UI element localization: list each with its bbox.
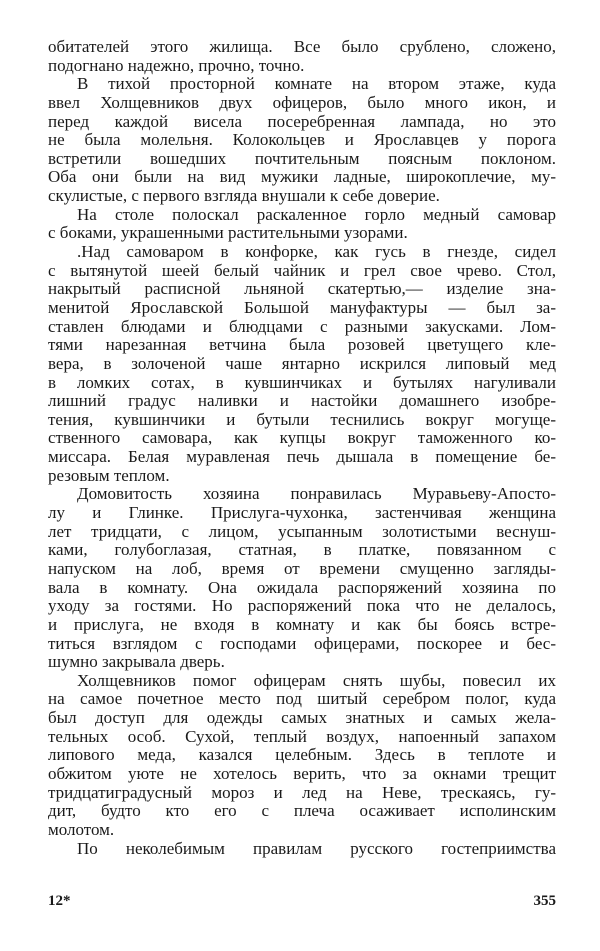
text-line: был доступ для одежды самых знатных и самых жела-	[48, 708, 556, 728]
text-line: накрытый расписной льняной скатертью,— изделие зна-	[48, 279, 556, 299]
text-line: встретили вошедших почтительным поясным поклоном.	[48, 148, 556, 168]
text-line: обжитом уюте не хотелось верить, что за окнами трещит	[48, 763, 556, 783]
text-line: вера, в золоченой чаше янтарно искрился липовый мед	[48, 353, 556, 373]
book-page-text	[48, 38, 556, 858]
text-line: тридцатиградусный мороз и лед на Неве, трескаясь, гу-	[48, 782, 556, 802]
text-line: ввел Холщевников двух офицеров, было много икон, и	[48, 92, 556, 112]
page-number: 355	[533, 893, 556, 909]
paragraph	[48, 840, 556, 859]
text-line: дит, будто кто его с плеча осаживает исполинским	[48, 801, 556, 821]
text-line: Оба они были на вид мужики ладные, широкоплечие, му-	[48, 167, 556, 187]
text-line: миссара. Белая муравленая печь дышала в помещение бе-	[48, 447, 556, 467]
text-line: молотом.	[48, 819, 115, 839]
text-line: шумно закрывала дверь.	[48, 652, 225, 672]
text-line: менитой Ярославской Большой мануфактуры — был за-	[48, 297, 556, 317]
paragraph	[48, 206, 556, 243]
paragraph	[48, 485, 556, 671]
text-line: тями нарезанная ветчина была розовей цветущего кле-	[48, 335, 556, 355]
text-line: ками, голубоглазая, статная, в платке, повязанном с	[48, 540, 556, 560]
text-line: не была молельня. Колокольцев и Ярославцев у порога	[48, 130, 556, 150]
text-line: ственного самовара, как купцы вокруг таможенного ко-	[48, 428, 556, 448]
text-line: резовым теплом.	[48, 465, 170, 485]
text-line: на самое почетное место под шитый серебром полог, куда	[48, 689, 556, 709]
text-line: .Над самоваром в конфорке, как гусь в гнезде, сидел	[77, 242, 556, 262]
paragraph	[48, 75, 556, 205]
text-line: перед каждой висела посеребренная лампада, но это	[48, 111, 556, 131]
text-line: Холщевников помог офицерам снять шубы, повесил их	[77, 670, 556, 690]
text-line: липового меда, казался целебным. Здесь в теплоте и	[48, 745, 556, 765]
text-line: Домовитость хозяина понравилась Муравьеву-Апосто-	[77, 484, 556, 504]
text-line: скулистые, с первого взгляда внушали к себе доверие.	[48, 186, 440, 206]
text-line: тения, кувшинчики и бутыли теснились вокруг могуще-	[48, 409, 556, 429]
text-line: уходу за гостями. Но распоряжений пока что не делалось,	[48, 596, 556, 616]
text-line: напуском на лоб, время от времени смущенно загляды-	[48, 558, 556, 578]
text-line: На столе полоскал раскаленное горло медный самовар	[77, 204, 556, 224]
text-line: с вытянутой шеей белый чайник и грел свое чрево. Стол,	[48, 260, 556, 280]
text-line: в ломких сотах, в кувшинчиках и бутылях нагуливали	[48, 372, 556, 392]
text-line: лишний градус наливки и настойки домашнего изобре-	[48, 391, 556, 411]
text-line: ставлен блюдами и блюдцами с разными закусками. Лом-	[48, 316, 556, 336]
text-line: титься взглядом с господами офицерами, поскорее и бес-	[48, 633, 556, 653]
text-line: тельных особ. Сухой, теплый воздух, напоенный запахом	[48, 726, 556, 746]
text-line: подогнано надежно, прочно, точно.	[48, 55, 305, 75]
text-line: вала в комнату. Она ожидала распоряжений хозяина по	[48, 577, 556, 597]
text-line: В тихой просторной комнате на втором этаже, куда	[77, 74, 556, 94]
text-line: обитателей этого жилища. Все было срублено, сложено,	[48, 37, 556, 56]
paragraph	[48, 243, 556, 485]
printer-signature-mark: 12*	[48, 893, 71, 909]
text-line: лет тридцати, с лицом, усыпанным золотистыми веснуш-	[48, 521, 556, 541]
text-line: По неколебимым правилам русского гостеприимства	[77, 838, 556, 858]
text-line: и прислуга, не входя в комнату и как бы боясь встре-	[48, 614, 556, 634]
text-line: лу и Глинке. Прислуга-чухонка, застенчивая женщина	[48, 503, 556, 523]
paragraph	[48, 672, 556, 840]
paragraph	[48, 38, 556, 75]
text-line: с боками, украшенными растительными узорами.	[48, 223, 408, 243]
